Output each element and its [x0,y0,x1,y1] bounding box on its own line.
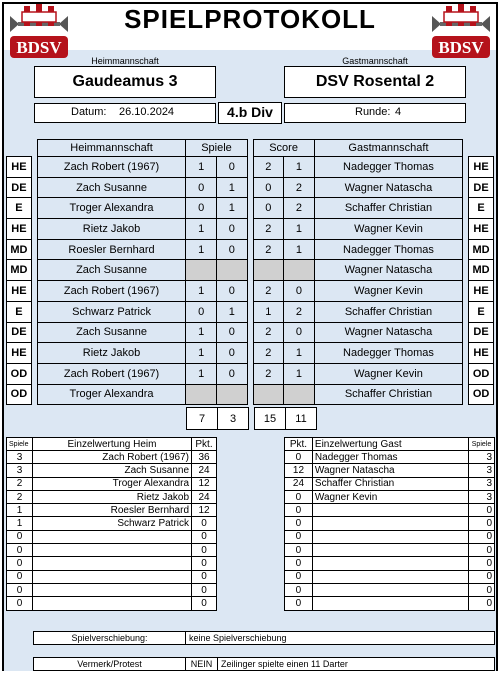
note-label: Vermerk/Protest [34,658,186,671]
games-away: 0 [217,281,248,302]
away-stat-points: 24 [285,477,313,490]
away-player: Wagner Natascha [314,177,463,198]
home-stat-games: 0 [7,557,33,570]
away-stat-games: 3 [469,477,495,490]
away-team-label: Gastmannschaft [342,56,408,66]
page-title: SPIELPROTOKOLL [124,4,376,34]
home-stat-games: 1 [7,504,33,517]
away-player: Nadegger Thomas [314,343,463,364]
match-code-away: HE [469,281,494,302]
home-player: Zach Robert (1967) [37,281,186,302]
away-stat-player [312,544,468,557]
away-stat-points: 0 [285,557,313,570]
home-stat-player [32,570,191,583]
games-away: 0 [217,343,248,364]
score-home: 2 [253,157,284,178]
home-stats-header-name: Einzelwertung Heim [32,438,191,451]
score-away: 2 [284,177,315,198]
games-home: 1 [186,363,217,384]
away-stats-row [285,597,495,610]
away-stat-points: 0 [285,504,313,517]
games-away [217,260,248,281]
away-stat-points: 0 [285,544,313,557]
score-home [253,260,284,281]
bdsv-logo-right [428,4,494,62]
home-stat-games: 0 [7,530,33,543]
away-stats-row [285,477,495,490]
home-player: Roesler Bernhard [37,239,186,260]
away-player: Wagner Natascha [314,322,463,343]
home-stat-points: 12 [192,477,217,490]
round-label: Runde: [355,106,391,118]
games-home: 1 [186,157,217,178]
svg-text:BDSV: BDSV [438,38,484,57]
home-stats-row [7,477,217,490]
note-row-table [33,657,495,671]
home-stat-points: 0 [192,544,217,557]
score-home: 2 [253,322,284,343]
away-stats-row [285,530,495,543]
shift-row [34,632,495,645]
games-away: 0 [217,219,248,240]
games-away: 0 [217,363,248,384]
away-player: Wagner Kevin [314,281,463,302]
score-home: 2 [253,343,284,364]
home-stats-header-points: Pkt. [192,438,217,451]
games-home: 0 [186,301,217,322]
match-code-away: HE [469,343,494,364]
home-stat-games: 1 [7,517,33,530]
away-stat-games: 3 [469,451,495,464]
match-row [7,260,494,281]
away-stat-games: 3 [469,464,495,477]
match-row [7,301,494,322]
away-stat-points: 0 [285,451,313,464]
games-away: 0 [217,322,248,343]
note-flag: NEIN [186,658,218,671]
games-away: 1 [217,177,248,198]
home-stat-points: 0 [192,570,217,583]
home-stats-row [7,451,217,464]
home-player: Troger Alexandra [37,198,186,219]
games-home: 1 [186,219,217,240]
match-row [7,177,494,198]
away-team-name: DSV Rosental 2 [284,66,466,98]
match-row [7,343,494,364]
match-code-away: E [469,198,494,219]
home-stat-player [32,530,191,543]
score-home: 2 [253,219,284,240]
away-stats-row [285,570,495,583]
home-stat-games: 0 [7,597,33,610]
home-player: Zach Robert (1967) [37,363,186,384]
match-header-score: Score [253,140,314,157]
home-stats-row [7,464,217,477]
away-player: Nadegger Thomas [314,239,463,260]
match-row [7,198,494,219]
home-stat-player [32,557,191,570]
away-stat-player [312,597,468,610]
home-player: Zach Susanne [37,322,186,343]
away-stats-row [285,557,495,570]
away-stat-player: Nadegger Thomas [312,451,468,464]
home-player: Troger Alexandra [37,384,186,405]
match-code-away: OD [469,363,494,384]
total-games-home: 7 [187,408,218,430]
match-header-games: Spiele [186,140,247,157]
away-stat-player [312,557,468,570]
match-code-home: MD [7,260,32,281]
match-code-away: E [469,301,494,322]
match-code-home: E [7,198,32,219]
score-home: 2 [253,239,284,260]
home-stat-points: 12 [192,504,217,517]
match-code-away: HE [469,157,494,178]
score-away: 1 [284,343,315,364]
match-code-away: DE [469,177,494,198]
score-away [284,384,315,405]
away-stat-player [312,517,468,530]
match-header-row [7,140,494,157]
away-stats-row [285,517,495,530]
games-home: 1 [186,322,217,343]
games-away [217,384,248,405]
match-code-away: MD [469,239,494,260]
games-away: 0 [217,239,248,260]
away-stats-row [285,490,495,503]
away-stat-points: 0 [285,517,313,530]
home-player: Rietz Jakob [37,219,186,240]
away-player: Schaffer Christian [314,301,463,322]
home-stats-header-games: Spiele [7,438,33,451]
home-stat-games: 3 [7,464,33,477]
round-value: 4 [395,106,402,118]
score-away: 1 [284,219,315,240]
away-stat-points: 12 [285,464,313,477]
score-home: 1 [253,301,284,322]
home-stats-table [6,437,217,611]
home-stat-player: Rietz Jakob [32,490,191,503]
home-stats-row [7,583,217,596]
score-home: 2 [253,363,284,384]
home-stat-points: 0 [192,530,217,543]
match-row [7,219,494,240]
away-stat-player [312,530,468,543]
away-stat-player [312,570,468,583]
home-stats-row [7,490,217,503]
home-stat-games: 3 [7,451,33,464]
away-player: Schaffer Christian [314,198,463,219]
score-away: 0 [284,322,315,343]
games-home: 0 [186,177,217,198]
away-stats-header-name: Einzelwertung Gast [312,438,468,451]
away-stat-points: 0 [285,597,313,610]
date-value: 26.10.2024 [119,106,175,118]
round-box [284,103,466,123]
match-row [7,281,494,302]
match-header-home: Heimmannschaft [37,140,186,157]
total-score-away: 11 [286,408,317,430]
away-stat-games: 0 [469,570,495,583]
match-code-home: HE [7,281,32,302]
home-stat-games: 2 [7,477,33,490]
away-stat-games: 0 [469,530,495,543]
home-player: Rietz Jakob [37,343,186,364]
home-stats-row [7,517,217,530]
away-stat-games: 0 [469,544,495,557]
score-away: 2 [284,198,315,219]
match-code-home: OD [7,363,32,384]
home-player: Zach Susanne [37,177,186,198]
home-stat-points: 0 [192,557,217,570]
score-away: 0 [284,281,315,302]
away-stats-header [285,438,495,451]
total-games-away: 3 [218,408,249,430]
match-code-home: HE [7,219,32,240]
home-stat-games: 0 [7,583,33,596]
score-home: 0 [253,198,284,219]
away-player: Wagner Kevin [314,219,463,240]
totals-table [186,407,317,430]
match-code-home: MD [7,239,32,260]
away-stats-table [284,437,495,611]
away-stat-games: 0 [469,597,495,610]
games-home: 1 [186,343,217,364]
shift-value: keine Spielverschiebung [186,632,495,645]
match-code-home: HE [7,343,32,364]
home-stats-row [7,597,217,610]
match-code-home: HE [7,157,32,178]
score-away [284,260,315,281]
date-label: Datum: [71,106,107,118]
home-stat-points: 24 [192,464,217,477]
home-stat-points: 0 [192,517,217,530]
away-stat-player: Wagner Kevin [312,490,468,503]
away-stat-points: 0 [285,490,313,503]
home-stat-player: Schwarz Patrick [32,517,191,530]
match-code-home: OD [7,384,32,405]
away-stats-row [285,544,495,557]
away-stat-player [312,504,468,517]
games-away: 1 [217,198,248,219]
games-away: 1 [217,301,248,322]
home-stat-games: 2 [7,490,33,503]
svg-text:BDSV: BDSV [16,38,62,57]
home-stats-row [7,570,217,583]
totals-row [187,408,317,430]
score-home: 0 [253,177,284,198]
away-stats-row [285,504,495,517]
away-stat-games: 0 [469,583,495,596]
home-stat-games: 0 [7,544,33,557]
games-home [186,384,217,405]
away-stat-games: 0 [469,504,495,517]
games-away: 0 [217,157,248,178]
home-stat-games: 0 [7,570,33,583]
away-stat-player: Schaffer Christian [312,477,468,490]
home-stats-row [7,504,217,517]
home-stats-row [7,557,217,570]
total-score-home: 15 [255,408,286,430]
home-stat-points: 24 [192,490,217,503]
away-player: Nadegger Thomas [314,157,463,178]
home-stat-player: Zach Robert (1967) [32,451,191,464]
away-player: Schaffer Christian [314,384,463,405]
match-row [7,384,494,405]
match-code-away: HE [469,219,494,240]
date-box [34,103,216,123]
away-stats-header-games: Spiele [469,438,495,451]
away-player: Wagner Kevin [314,363,463,384]
home-stat-points: 36 [192,451,217,464]
home-player: Zach Susanne [37,260,186,281]
division-badge: 4.b Div [218,102,282,124]
home-team-label: Heimmannschaft [91,56,159,66]
match-code-home: E [7,301,32,322]
match-header-away: Gastmannschaft [314,140,463,157]
home-player: Zach Robert (1967) [37,157,186,178]
away-stat-games: 0 [469,517,495,530]
home-stat-player [32,583,191,596]
shift-row-table [33,631,495,645]
score-away: 1 [284,239,315,260]
away-stats-row [285,583,495,596]
away-stat-player [312,583,468,596]
score-away: 1 [284,157,315,178]
match-code-away: DE [469,322,494,343]
match-code-home: DE [7,177,32,198]
away-stat-points: 0 [285,583,313,596]
away-stats-row [285,451,495,464]
score-away: 2 [284,301,315,322]
home-stat-player [32,544,191,557]
home-team-name: Gaudeamus 3 [34,66,216,98]
games-home: 1 [186,239,217,260]
match-table [6,139,494,405]
note-value: Zeilinger spielte einen 11 Darter [218,658,495,671]
away-stat-games: 0 [469,557,495,570]
match-row [7,363,494,384]
away-stat-points: 0 [285,530,313,543]
match-code-away: OD [469,384,494,405]
home-player: Schwarz Patrick [37,301,186,322]
away-player: Wagner Natascha [314,260,463,281]
match-row [7,239,494,260]
home-stat-player: Roesler Bernhard [32,504,191,517]
bdsv-logo-left [6,4,72,62]
games-home: 1 [186,281,217,302]
games-home: 0 [186,198,217,219]
away-stats-row [285,464,495,477]
home-stat-points: 0 [192,583,217,596]
note-row [34,658,495,671]
match-code-away: MD [469,260,494,281]
score-home: 2 [253,281,284,302]
home-stats-header [7,438,217,451]
score-away: 1 [284,363,315,384]
away-stats-header-points: Pkt. [285,438,313,451]
home-stat-player [32,597,191,610]
home-stats-row [7,530,217,543]
home-stats-row [7,544,217,557]
home-stat-player: Troger Alexandra [32,477,191,490]
match-row [7,322,494,343]
shift-label: Spielverschiebung: [34,632,186,645]
away-stat-player: Wagner Natascha [312,464,468,477]
home-stat-player: Zach Susanne [32,464,191,477]
games-home [186,260,217,281]
away-stat-games: 3 [469,490,495,503]
away-stat-points: 0 [285,570,313,583]
score-home [253,384,284,405]
match-row [7,157,494,178]
match-code-home: DE [7,322,32,343]
home-stat-points: 0 [192,597,217,610]
